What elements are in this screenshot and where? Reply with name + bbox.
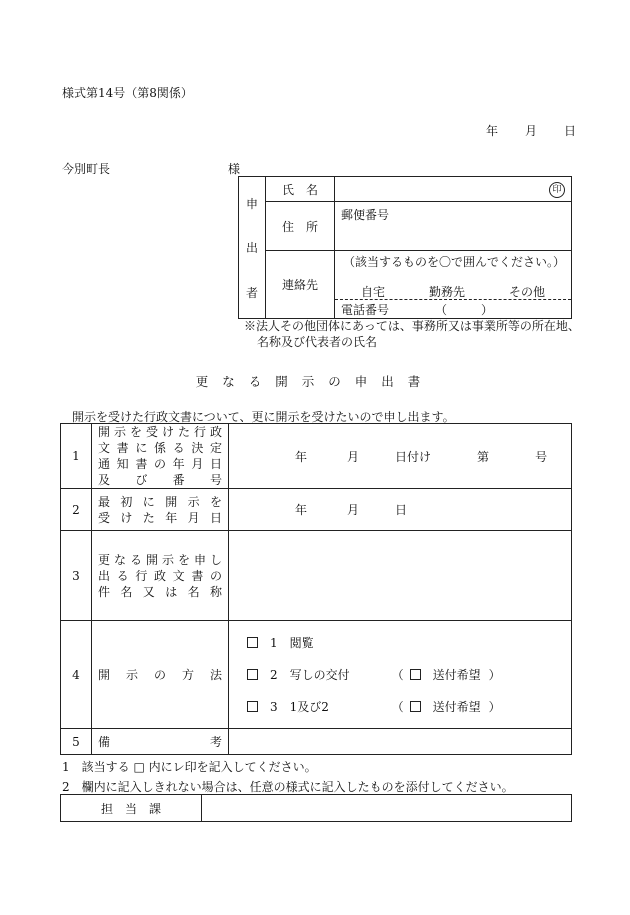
tel-row[interactable] xyxy=(335,299,571,318)
side-char-3: 者 xyxy=(245,285,258,300)
tel-paren-open: （ xyxy=(435,302,448,317)
side-char-1: 申 xyxy=(245,196,258,211)
row-item-label xyxy=(92,489,229,531)
document-title-field[interactable] xyxy=(229,531,572,621)
side-char-2: 出 xyxy=(245,241,258,255)
val-year: 年 xyxy=(295,503,308,517)
addressee: 今別町長 xyxy=(62,162,111,176)
mail-checkbox[interactable] xyxy=(410,669,421,680)
method-label: 1及び2 xyxy=(289,700,329,714)
item-line: 備考 xyxy=(98,734,222,749)
applicant-table xyxy=(238,176,572,319)
item-line: 出る行政文書の xyxy=(98,568,222,583)
val-year: 年 xyxy=(295,449,308,464)
note-line-1: ※法人その他団体にあっては、事務所又は事業所等の所在地、 xyxy=(244,319,580,333)
val-day: 日 xyxy=(395,503,408,517)
address-label: 住 所 xyxy=(266,202,335,251)
honorific: 様 xyxy=(228,162,241,176)
paren-open: （ xyxy=(391,700,404,714)
intro-text: 開示を受けた行政文書について、更に開示を受けたいので申し出ます。 xyxy=(72,410,455,424)
contact-options xyxy=(335,283,571,299)
row-item-label xyxy=(92,621,229,729)
footnote-1: 1 該当する □ 内にレ印を記入してください。 xyxy=(62,760,317,774)
method-label: 閲覧 xyxy=(289,636,314,650)
note-line-2: 名称及び代表者の氏名 xyxy=(257,335,378,349)
val-day: 日付け xyxy=(395,449,432,464)
paren-close: ） xyxy=(488,668,501,682)
method-num: 1 xyxy=(270,635,278,650)
date-month: 月 xyxy=(524,124,537,138)
row-number: 5 xyxy=(61,729,92,755)
tel-label: 電話番号 xyxy=(341,302,390,317)
row-item-label xyxy=(92,424,229,489)
item-line: 更なる開示を申し xyxy=(98,552,222,567)
postal-label: 郵便番号 xyxy=(341,208,390,222)
contact-note: （該当するものを〇で囲んでください。） xyxy=(343,255,566,269)
first-disclosure-date-field[interactable] xyxy=(229,489,572,531)
val-go: 号 xyxy=(535,449,548,464)
val-no: 第 xyxy=(477,449,490,464)
mail-checkbox[interactable] xyxy=(410,701,421,712)
item-line: 通知書の年月日 xyxy=(98,457,222,471)
item-line: 開示を受けた行政 xyxy=(98,425,222,439)
tel-paren-close: ） xyxy=(481,302,494,317)
item-line: 最初に開示を xyxy=(98,494,222,509)
corporate-note xyxy=(244,318,580,350)
name-label: 氏 名 xyxy=(266,177,335,202)
row-number: 4 xyxy=(61,621,92,729)
seal-icon: 印 xyxy=(549,182,565,198)
row-number: 1 xyxy=(61,424,92,489)
date-line xyxy=(486,122,576,139)
mail-label: 送付希望 xyxy=(432,700,481,714)
row-number: 3 xyxy=(61,531,92,621)
contact-option-home[interactable]: 自宅 xyxy=(360,285,385,299)
checkbox[interactable] xyxy=(247,701,258,712)
name-field[interactable] xyxy=(335,177,572,202)
decision-notice-field[interactable] xyxy=(229,424,572,489)
item-line: 件名又は名称 xyxy=(98,584,222,599)
date-year: 年 xyxy=(486,124,499,138)
row-item-label xyxy=(92,729,229,755)
row-item-label xyxy=(92,531,229,621)
contact-field[interactable] xyxy=(335,251,572,319)
method-option[interactable] xyxy=(247,659,571,691)
mail-label: 送付希望 xyxy=(432,668,481,682)
method-num: 3 xyxy=(270,699,278,714)
paren-open: （ xyxy=(391,668,404,682)
form-id: 様式第14号（第8関係） xyxy=(62,86,193,100)
checkbox[interactable] xyxy=(247,669,258,680)
method-option[interactable] xyxy=(247,627,571,659)
remarks-field[interactable] xyxy=(229,729,572,755)
val-month: 月 xyxy=(347,503,360,517)
date-day: 日 xyxy=(563,124,576,138)
applicant-side-label xyxy=(239,177,266,319)
paren-close: ） xyxy=(488,700,501,714)
item-line: 文書に係る決定 xyxy=(98,441,222,455)
staff-table xyxy=(60,794,572,822)
document-title: 更なる開示の申出書 xyxy=(195,374,435,389)
row-number: 2 xyxy=(61,489,92,531)
footnote-2: 2 欄内に記入しきれない場合は、任意の様式に記入したものを添付してください。 xyxy=(62,780,514,794)
item-line: 開示の方法 xyxy=(98,667,222,682)
val-month: 月 xyxy=(347,449,360,464)
address-field[interactable] xyxy=(335,202,572,251)
method-num: 2 xyxy=(270,667,278,682)
method-option[interactable] xyxy=(247,691,571,723)
staff-field[interactable] xyxy=(202,795,572,822)
checkbox[interactable] xyxy=(247,637,258,648)
item-line: 受けた年月日 xyxy=(98,510,222,525)
staff-label: 担 当 課 xyxy=(61,795,202,822)
method-label: 写しの交付 xyxy=(289,668,350,682)
contact-label: 連絡先 xyxy=(266,251,335,319)
request-table xyxy=(60,423,572,755)
contact-option-other[interactable]: その他 xyxy=(508,285,545,299)
disclosure-method-field xyxy=(229,621,572,729)
item-line: 及び番号 xyxy=(98,473,222,487)
contact-option-work[interactable]: 勤務先 xyxy=(428,285,465,299)
